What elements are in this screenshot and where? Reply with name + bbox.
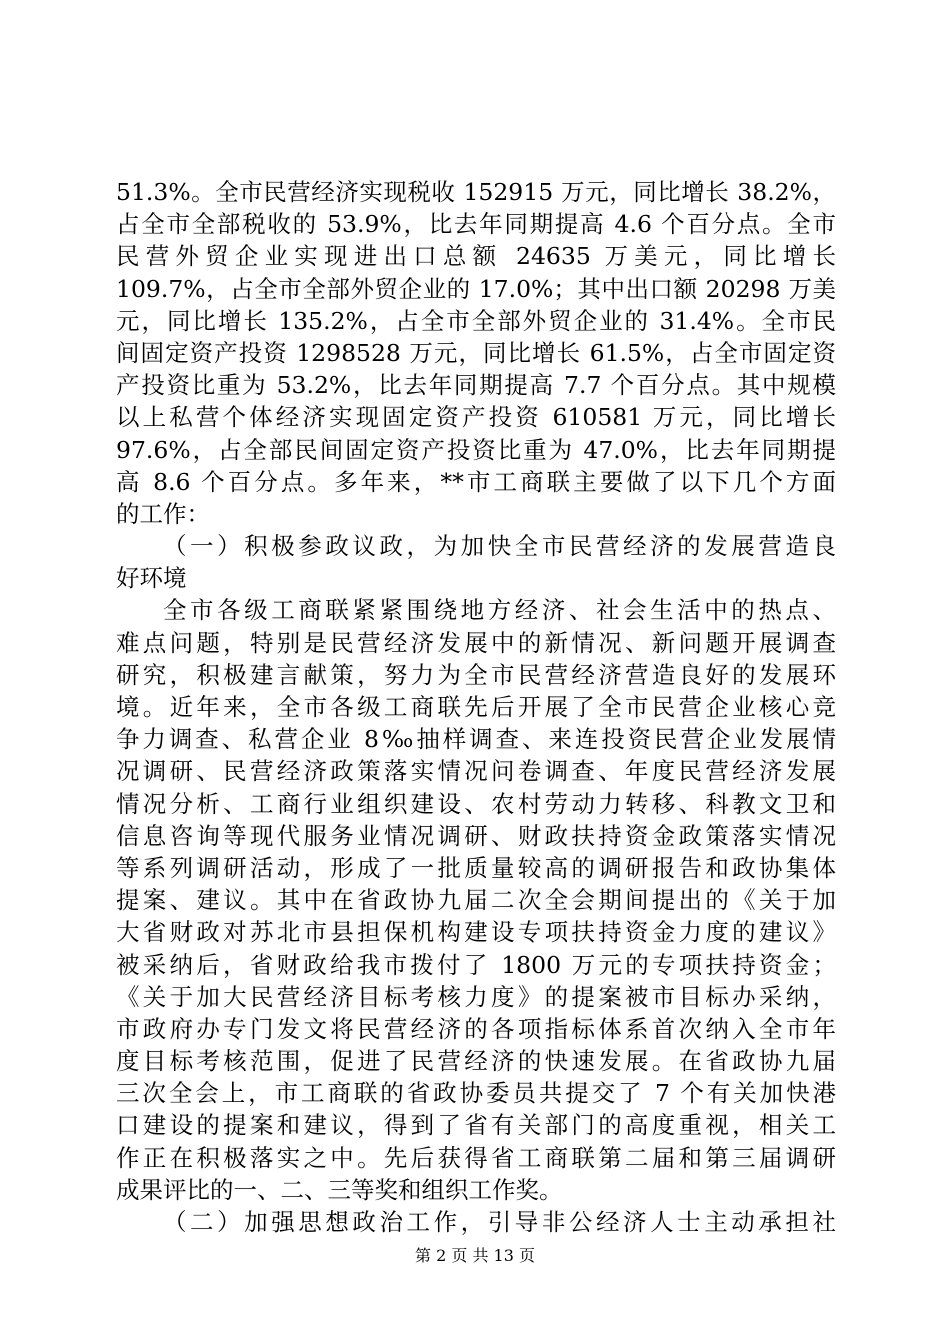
body-line: 高 8.6 个百分点。多年来，**市工商联主要做了以下几个方面 <box>116 467 836 496</box>
body-line: 况调研、民营经济政策落实情况问卷调查、年度民营经济发展 <box>116 757 836 786</box>
body-line: 产投资比重为 53.2%，比去年同期提高 7.7 个百分点。其中规模 <box>116 371 836 400</box>
body-line: 信息咨询等现代服务业情况调研、财政扶持资金政策落实情况 <box>116 821 836 850</box>
body-line: 《关于加大民营经济目标考核力度》的提案被市目标办采纳， <box>116 982 836 1011</box>
body-line: 情况分析、工商行业组织建设、农村劳动力转移、科教文卫和 <box>116 789 836 818</box>
section-heading-line: （一）积极参政议政，为加快全市民营经济的发展营造良 <box>163 532 836 561</box>
body-line: 研究，积极建言献策，努力为全市民营经济营造良好的发展环 <box>116 660 836 689</box>
body-line: 三次全会上，市工商联的省政协委员共提交了 7 个有关加快港 <box>116 1079 836 1108</box>
body-line: 作正在积极落实之中。先后获得省工商联第二届和第三届调研 <box>116 1143 836 1172</box>
body-line: 51.3%。全市民营经济实现税收 152915 万元，同比增长 38.2%， <box>116 178 836 206</box>
body-line: 以上私营个体经济实现固定资产投资 610581 万元，同比增长 <box>116 403 836 432</box>
body-line: 109.7%，占全市全部外贸企业的 17.0%；其中出口额 20298 万美 <box>116 274 836 303</box>
section-heading-line: （二）加强思想政治工作，引导非公经济人士主动承担社 <box>163 1208 836 1236</box>
body-line: 口建设的提案和建议，得到了省有关部门的高度重视，相关工 <box>116 1111 836 1140</box>
body-line: 占全市全部税收的 53.9%，比去年同期提高 4.6 个百分点。全市 <box>116 210 836 239</box>
body-line: 度目标考核范围，促进了民营经济的快速发展。在省政协九届 <box>116 1047 836 1076</box>
body-line: 境。近年来，全市各级工商联先后开展了全市民营企业核心竞 <box>116 693 836 721</box>
body-line: 成果评比的一、二、三等奖和组织工作奖。 <box>116 1175 563 1204</box>
body-line: 难点问题，特别是民营经济发展中的新情况、新问题开展调查 <box>116 628 836 657</box>
body-text <box>116 176 836 1238</box>
body-line: 市政府办专门发文将民营经济的各项指标体系首次纳入全市年 <box>116 1014 836 1043</box>
body-line: 被采纳后，省财政给我市拨付了 1800 万元的专项扶持资金； <box>116 950 836 979</box>
body-line: 的工作： <box>116 499 210 528</box>
body-line: 全市各级工商联紧紧围绕地方经济、社会生活中的热点、 <box>163 596 836 625</box>
body-line: 大省财政对苏北市县担保机构建设专项扶持资金力度的建议》 <box>116 918 836 947</box>
section-heading-line: 好环境 <box>116 564 187 593</box>
body-line: 争力调查、私营企业 8‰抽样调查、来连投资民营企业发展情 <box>116 725 836 754</box>
body-line: 元，同比增长 135.2%，占全市全部外贸企业的 31.4%。全市民 <box>116 306 836 335</box>
body-line: 民营外贸企业实现进出口总额 24635 万美元，同比增长 <box>116 242 836 271</box>
page-number-footer: 第 2 页 共 13 页 <box>415 1246 535 1265</box>
body-line: 等系列调研活动，形成了一批质量较高的调研报告和政协集体 <box>116 853 836 882</box>
body-line: 97.6%，占全部民间固定资产投资比重为 47.0%，比去年同期提 <box>116 435 836 464</box>
body-line: 提案、建议。其中在省政协九届二次全会期间提出的《关于加 <box>116 886 836 915</box>
body-line: 间固定资产投资 1298528 万元，同比增长 61.5%，占全市固定资 <box>116 338 836 367</box>
